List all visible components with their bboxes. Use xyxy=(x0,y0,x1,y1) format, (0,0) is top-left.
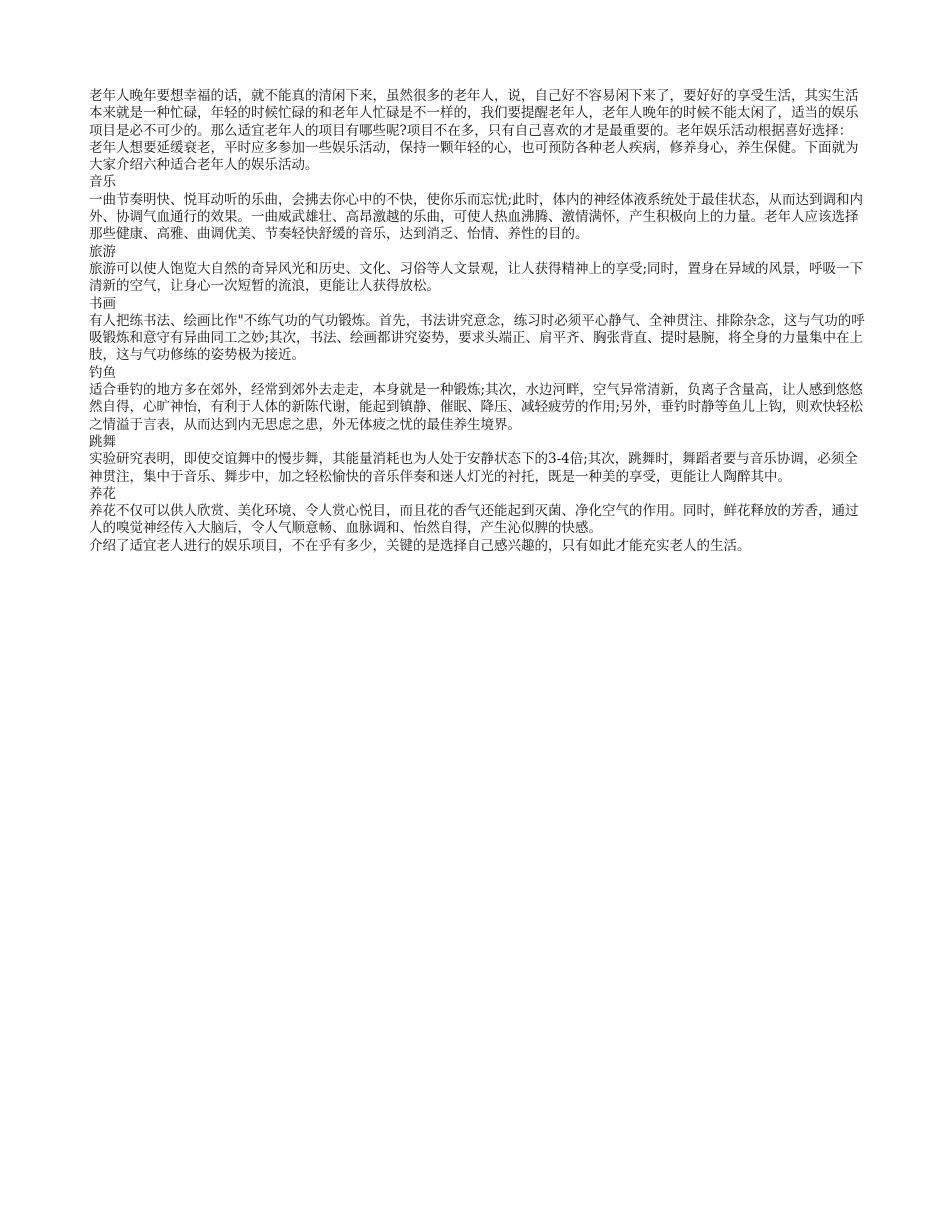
section-body-travel: 旅游可以使人饱览大自然的奇异风光和历史、文化、习俗等人文景观，让人获得精神上的享受;同时，置身在异域的风景，呼吸一下清新的空气，让身心一次短暂的流浪，更能让人获得放松。 xyxy=(89,260,864,295)
section-heading-fishing: 钓鱼 xyxy=(89,364,116,381)
section-heading-gardening: 养花 xyxy=(89,485,116,502)
section-body-gardening: 养花不仅可以供人欣赏、美化环境、令人赏心悦目，而且花的香气还能起到灭菌、净化空气的作用。同时，鲜花释放的芳香，通过人的嗅觉神经传入大脑后，令人气顺意畅、血脉调和、怡然自得，产生沁似脾的快感。 xyxy=(89,503,859,537)
section-heading-dancing: 跳舞 xyxy=(89,433,116,450)
section-heading-music: 音乐 xyxy=(89,174,116,191)
section-body-music: 一曲节奏明快、悦耳动听的乐曲，会拂去你心中的不快，使你乐而忘忧;此时，体内的神经体液系统处于最佳状态，从而达到调和内外、协调气血通行的效果。一曲威武雄壮、高昂激越的乐曲，可使人热血沸腾、激情满怀，产生积极向上的力量。老年人应该选择那些健康、高雅、曲调优美、节奏轻快舒缓的音乐，达到消乏、怡情、养性的目的。 xyxy=(89,191,864,243)
document-body xyxy=(89,88,869,555)
intro-paragraph-1: 老年人晚年要想幸福的话，就不能真的清闲下来，虽然很多的老年人，说，自己好不容易闲下来了，要好好的享受生活，其实生活本来就是一种忙碌，年轻的时候忙碌的和老年人忙碌是不一样的，我们要提醒老年人，老年人晚年的时候不能太闲了，适当的娱乐项目是必不可少的。那么适宜老年人的项目有哪些呢?项目不在多，只有自己喜欢的才是最重要的。老年娱乐活动根据喜好选择： xyxy=(89,88,859,139)
section-heading-travel: 旅游 xyxy=(89,243,116,260)
section-body-fishing: 适合垂钓的地方多在郊外，经常到郊外去走走，本身就是一种锻炼;其次，水边河畔，空气异常清新，负离子含量高，让人感到悠悠然自得，心旷神怡，有利于人体的新陈代谢，能起到镇静、催眠、降压、减轻疲劳的作用;另外，垂钓时静等鱼儿上钩，则欢快轻松之情溢于言表，从而达到内无思虑之患，外无体疲之忧的最佳养生境界。 xyxy=(89,382,864,433)
conclusion-paragraph: 介绍了适宜老人进行的娱乐项目，不在乎有多少，关键的是选择自己感兴趣的，只有如此才能充实老人的生活。 xyxy=(89,537,751,554)
section-heading-calligraphy: 书画 xyxy=(89,295,116,312)
section-body-dancing: 实验研究表明，即使交谊舞中的慢步舞，其能量消耗也为人处于安静状态下的3-4倍;其次，跳舞时，舞蹈者要与音乐协调，必须全神贯注，集中于音乐、舞步中，加之轻松愉快的音乐伴奏和迷人灯光的衬托，既是一种美的享受，更能让人陶醉其中。 xyxy=(89,451,858,485)
intro-paragraph-2: 老年人想要延缓衰老，平时应多参加一些娱乐活动，保持一颗年轻的心，也可预防各种老人疾病，修养身心，养生保健。下面就为大家介绍六种适合老年人的娱乐活动。 xyxy=(89,139,859,174)
section-body-calligraphy: 有人把练书法、绘画比作"不练气功的气功锻炼。首先，书法讲究意念，练习时必须平心静气、全神贯注、排除杂念，这与气功的呼吸锻炼和意守有异曲同工之妙;其次，书法、绘画都讲究姿势，要求头端正、肩平齐、胸张背直、提时悬腕，将全身的力量集中在上肢，这与气功修练的姿势极为接近。 xyxy=(89,312,865,364)
